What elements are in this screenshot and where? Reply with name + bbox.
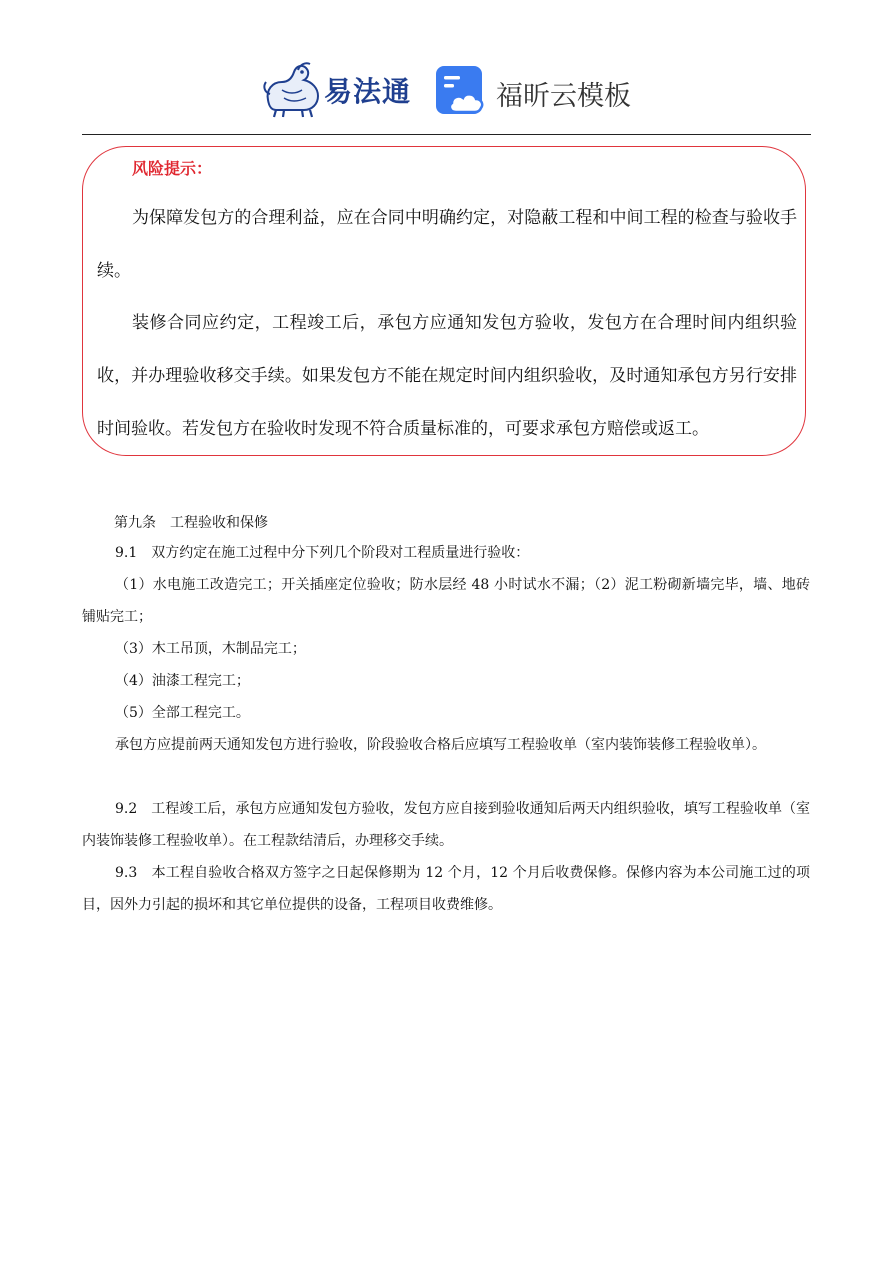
stage-list-item: （1）水电施工改造完工；开关插座定位验收；防水层经 48 小时试水不漏；（2）泥工粉砌新墙完毕，墙、地砖铺贴完工； (82, 577, 810, 625)
article-heading: 第九条 工程验收和保修 (114, 515, 268, 531)
yifatong-logo (262, 60, 414, 118)
stage-list-item: （5）全部工程完工。 (115, 705, 250, 721)
stage-list-item: （4）油漆工程完工； (115, 673, 250, 689)
header-divider (82, 134, 811, 135)
clause-9-1: 9.1 双方约定在施工过程中分下列几个阶段对工程质量进行验收： (115, 545, 530, 561)
fuxin-cloud-doc-icon (434, 64, 488, 118)
fuxin-logo-text: 福昕云模板 (496, 81, 631, 112)
yifatong-logo-text: 易法通 (324, 75, 412, 108)
risk-warning-paragraph: 装修合同应约定，工程竣工后，承包方应通知发包方验收，发包方在合理时间内组织验收，并办理验收移交手续。如果发包方不能在规定时间内组织验收，及时通知承包方另行安排时间验收。若发包方在验收时发现不符合质量标准的，可要求承包方赔偿或返工。 (97, 313, 797, 439)
risk-warning-title: 风险提示： (132, 159, 213, 178)
qilin-mascot-icon (262, 60, 324, 118)
clause-9-3: 9.3 本工程自验收合格双方签字之日起保修期为 12 个月，12 个月后收费保修。保修内容为本公司施工过的项目，因外力引起的损坏和其它单位提供的设备，工程项目收费维修。 (82, 865, 810, 913)
clause-9-2: 9.2 工程竣工后，承包方应通知发包方验收，发包方应自接到验收通知后两天内组织验收，填写工程验收单（室内装饰装修工程验收单）。在工程款结清后，办理移交手续。 (82, 801, 810, 849)
acceptance-notice-paragraph: 承包方应提前两天通知发包方进行验收，阶段验收合格后应填写工程验收单（室内装饰装修工程验收单）。 (115, 737, 766, 753)
stage-list-item: （3）木工吊顶，木制品完工； (115, 641, 306, 657)
fuxin-logo (434, 64, 634, 118)
risk-warning-paragraph: 为保障发包方的合理利益，应在合同中明确约定，对隐蔽工程和中间工程的检查与验收手续。 (97, 208, 797, 281)
page-header (0, 58, 893, 122)
